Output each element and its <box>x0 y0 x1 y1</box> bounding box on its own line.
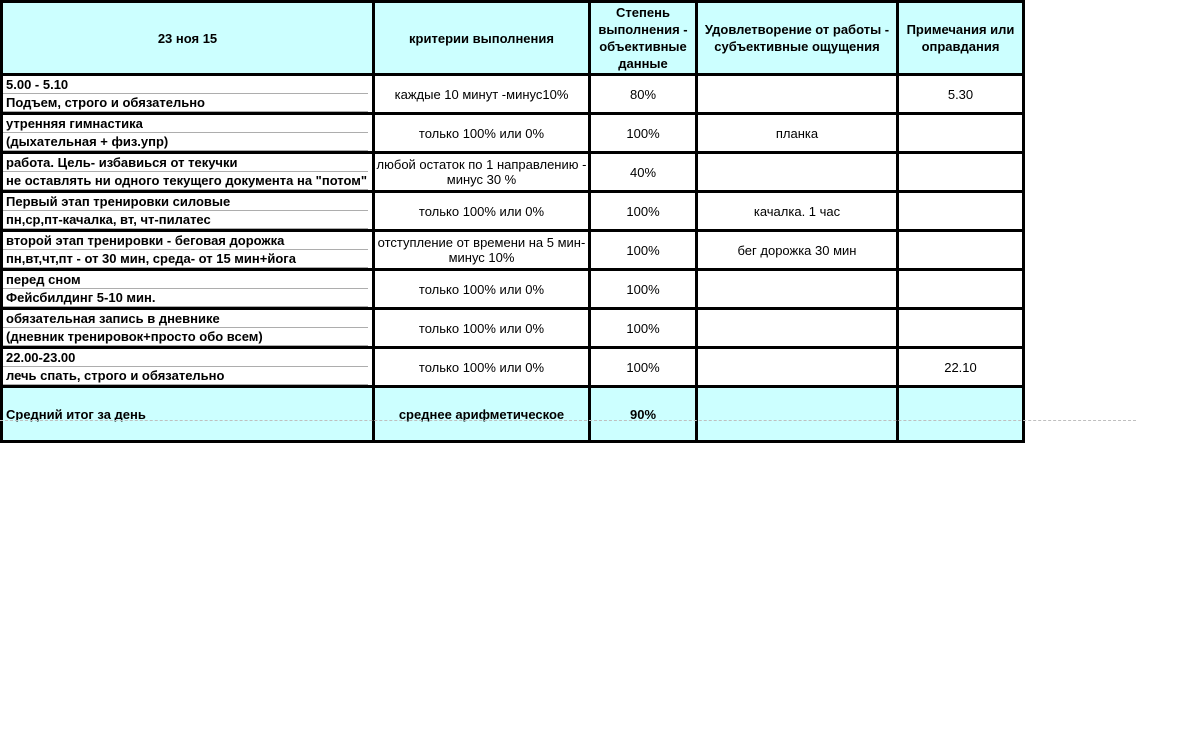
degree-cell[interactable]: 80% <box>590 75 697 114</box>
task-cell[interactable] <box>2 270 374 309</box>
degree-cell[interactable]: 100% <box>590 231 697 270</box>
task-line-2: не оставлять ни одного текущего документа на "потом" <box>3 172 368 190</box>
header-degree-cell[interactable]: Степень выполнения - объективные данные <box>590 2 697 75</box>
notes-cell[interactable] <box>898 192 1024 231</box>
criteria-cell[interactable]: отступление от времени на 5 мин- минус 10% <box>374 231 590 270</box>
degree-cell[interactable]: 40% <box>590 153 697 192</box>
table-body <box>2 75 1024 387</box>
satisfaction-cell[interactable] <box>697 348 898 387</box>
task-line-1: обязательная запись в дневнике <box>3 310 368 328</box>
degree-cell[interactable]: 100% <box>590 114 697 153</box>
task-cell[interactable] <box>2 75 374 114</box>
task-lines <box>3 349 372 385</box>
header-date-cell[interactable]: 23 ноя 15 <box>2 2 374 75</box>
task-line-2: лечь спать, строго и обязательно <box>3 367 368 385</box>
summary-satisfaction-cell[interactable] <box>697 387 898 442</box>
task-line-2: пн,вт,чт,пт - от 30 мин, среда- от 15 мин+йога <box>3 250 368 268</box>
table-row <box>2 114 1024 153</box>
satisfaction-cell[interactable] <box>697 270 898 309</box>
degree-cell[interactable]: 100% <box>590 270 697 309</box>
page-break-line <box>0 420 1136 421</box>
header-row <box>2 2 1024 75</box>
task-line-1: перед сном <box>3 271 368 289</box>
summary-row <box>2 387 1024 442</box>
criteria-cell[interactable]: каждые 10 минут -минус10% <box>374 75 590 114</box>
task-line-2: Фейсбилдинг 5-10 мин. <box>3 289 368 307</box>
degree-cell[interactable]: 100% <box>590 309 697 348</box>
task-cell[interactable] <box>2 348 374 387</box>
criteria-cell[interactable]: любой остаток по 1 направлению - минус 30 % <box>374 153 590 192</box>
notes-cell[interactable] <box>898 114 1024 153</box>
task-lines <box>3 193 372 229</box>
task-line-1: работа. Цель- избавиься от текучки <box>3 154 368 172</box>
task-line-2: (дыхательная + физ.упр) <box>3 133 368 151</box>
header-notes-cell[interactable]: Примечания или оправдания <box>898 2 1024 75</box>
criteria-cell[interactable]: только 100% или 0% <box>374 192 590 231</box>
satisfaction-cell[interactable]: качалка. 1 час <box>697 192 898 231</box>
notes-cell[interactable]: 5.30 <box>898 75 1024 114</box>
task-line-2: (дневник тренировок+просто обо всем) <box>3 328 368 346</box>
task-cell[interactable] <box>2 231 374 270</box>
criteria-cell[interactable]: только 100% или 0% <box>374 348 590 387</box>
table-row <box>2 153 1024 192</box>
notes-cell[interactable] <box>898 270 1024 309</box>
degree-cell[interactable]: 100% <box>590 192 697 231</box>
task-lines <box>3 271 372 307</box>
satisfaction-cell[interactable] <box>697 309 898 348</box>
task-lines <box>3 310 372 346</box>
task-cell[interactable] <box>2 153 374 192</box>
task-line-1: утренняя гимнастика <box>3 115 368 133</box>
summary-criteria-cell[interactable]: среднее арифметическое <box>374 387 590 442</box>
task-lines <box>3 154 372 190</box>
summary-notes-cell[interactable] <box>898 387 1024 442</box>
header-criteria-cell[interactable]: критерии выполнения <box>374 2 590 75</box>
table-row <box>2 231 1024 270</box>
criteria-cell[interactable]: только 100% или 0% <box>374 114 590 153</box>
table-row <box>2 192 1024 231</box>
task-cell[interactable] <box>2 192 374 231</box>
notes-cell[interactable]: 22.10 <box>898 348 1024 387</box>
criteria-cell[interactable]: только 100% или 0% <box>374 309 590 348</box>
summary-label-cell[interactable]: Средний итог за день <box>2 387 374 442</box>
table-row <box>2 348 1024 387</box>
task-line-1: Первый этап тренировки силовые <box>3 193 368 211</box>
satisfaction-cell[interactable]: бег дорожка 30 мин <box>697 231 898 270</box>
satisfaction-cell[interactable] <box>697 75 898 114</box>
task-cell[interactable] <box>2 114 374 153</box>
notes-cell[interactable] <box>898 231 1024 270</box>
table-row <box>2 270 1024 309</box>
table-row <box>2 309 1024 348</box>
degree-cell[interactable]: 100% <box>590 348 697 387</box>
task-lines <box>3 232 372 268</box>
task-lines <box>3 76 372 112</box>
summary-degree-cell[interactable]: 90% <box>590 387 697 442</box>
task-line-2: пн,ср,пт-качалка, вт, чт-пилатес <box>3 211 368 229</box>
satisfaction-cell[interactable]: планка <box>697 114 898 153</box>
header-satisfaction-cell[interactable]: Удовлетворение от работы - субъективные ощущения <box>697 2 898 75</box>
criteria-cell[interactable]: только 100% или 0% <box>374 270 590 309</box>
task-line-1: 22.00-23.00 <box>3 349 368 367</box>
task-lines <box>3 115 372 151</box>
task-cell[interactable] <box>2 309 374 348</box>
table-row <box>2 75 1024 114</box>
task-line-2: Подъем, строго и обязательно <box>3 94 368 112</box>
satisfaction-cell[interactable] <box>697 153 898 192</box>
notes-cell[interactable] <box>898 153 1024 192</box>
task-line-1: второй этап тренировки - беговая дорожка <box>3 232 368 250</box>
task-line-1: 5.00 - 5.10 <box>3 76 368 94</box>
notes-cell[interactable] <box>898 309 1024 348</box>
